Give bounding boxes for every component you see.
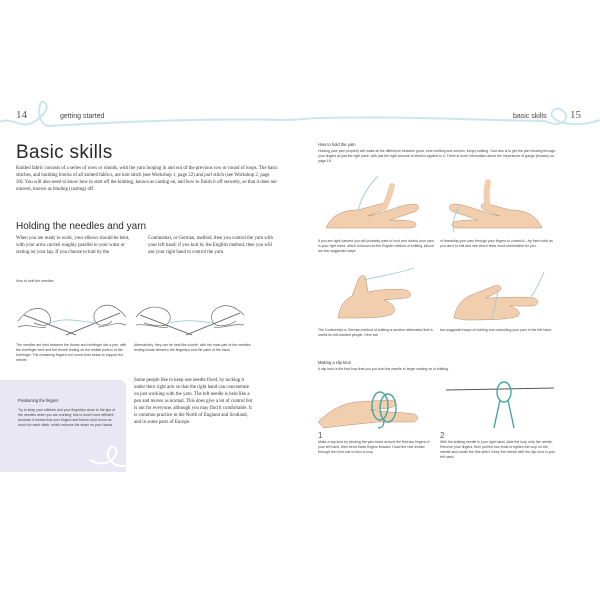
needles-caption-1: The needles are held between the thumb and forefinger like a pen, with the forefinger bent and the thumb resting on the middle portion of the forefinger. The remaining fingers curl round from below to support the needle. (16, 343, 127, 363)
yarn-left-hand-illustration-1 (318, 262, 428, 320)
step-2-text: With the knitting needle in your right hand, slide the loop onto the needle. Remove your fingers, then pull the two ends to tighten the loop on the needle and create the first stitch. Keep the needle with the slip knot in your left hand. (440, 440, 556, 460)
yarn-caption-2: of threading your yarn through your fingers to control it—try them both as you don't to knit and see which feels most comfortable for you. (440, 239, 553, 249)
slip-knot-step-2-illustration (440, 376, 558, 428)
yarn-right-hand-illustration-1 (318, 174, 428, 232)
header-decorative-wave (0, 104, 600, 138)
intro-paragraph: Knitted fabric consists of a series of rows or rounds, with the yarn looping in and out of the previous row or round of loops. The basic stitches, and building blocks of all knitted fabrics, are knit stitch (see Workshop 1, page 22) and purl stitch (see Workshop 2, page 30). You will also need to know how to start off the knitting, known as casting on, and how to finish it off securely, so that it does not unravel, known as binding (casting) off. (16, 166, 278, 192)
yarn-left-hand-illustration-2 (440, 262, 550, 320)
tip-heading: Positioning the fingers (18, 398, 59, 403)
hold-yarn-body: Holding your yarn properly will make all the difference between good, even knitting and uneven, lumpy knitting. Your aim is to get the yarn flowing through your fingers at just the right pace, with just the right amount of tension applied to it. There is more information about the importance of gauge (tension) on page 18. (318, 149, 556, 164)
needles-knife-grip-illustration (134, 287, 246, 339)
section-heading: Holding the needles and yarn (16, 221, 147, 232)
step-1-text: Make a slip knot by winding the yarn twice around the first two fingers of your left hand, then bend these fingers forward. Draw the rear thread through the front one to form a loop. (318, 440, 430, 455)
yarn-caption-1: If you are right-handed you will probably want to hold and control your yarn in your right hand, which is known as the English method of knitting. Above are two suggested ways (318, 239, 434, 254)
slip-knot-intro: A slip knot is the first loop that you put onto the needle to begin casting on in knitting. (318, 367, 449, 371)
slip-knot-heading: Making a slip knot (318, 360, 351, 365)
slip-knot-step-1-illustration (318, 376, 436, 428)
tip-box-decorative-swirl (90, 440, 130, 476)
left-running-head: getting started (60, 113, 105, 120)
yarn-caption-3: The Continental or German method of knitting is another alternative that is useful for left-handed people. Here are (318, 328, 433, 338)
left-page-number: 14 (16, 109, 27, 121)
yarn-caption-4: two suggested ways of holding and controlling your yarn in the left hand. (440, 328, 552, 332)
hold-yarn-heading: How to hold the yarn (318, 142, 356, 147)
needles-caption-2: Alternatively, they can be held like a knife, with the main part of the needles resting inside between the fingertips and the palm of the hand. (134, 343, 251, 353)
step-1-number: 1 (318, 431, 323, 440)
body-column-1: When you are ready to work, your elbows should be bent, with your arms carried roughly parallel to your waist or resting on your lap. If you choose to knit by the (16, 236, 130, 255)
needles-caption-heading: How to hold the needles (16, 279, 54, 283)
body-column-2-continued: Some people like to keep one needle fixed, by tucking it under their right arm so that the right hand can concentrate on just working with the yarn. The left needle is held like a pen and moves as normal. This does give a lot of control but is not for everyone, although you may find it comfortable. It is common practice in the North of England and Scotland, and in some parts of Europe. (134, 378, 253, 425)
body-column-2: Continental, or German, method, then you control the yarn with your left hand; if you knit by the English method, then you will use your right hand to control the yarn. (148, 236, 273, 255)
page-title: Basic skills (16, 142, 113, 163)
tip-body: Try to keep your stitches and your fingertips close to the tips of the needles when you are working; this is much more efficient, because it means that your fingers and hands don't move as much for each stitch, which reduces the strain on your hands. (18, 408, 115, 428)
yarn-right-hand-illustration-2 (432, 174, 554, 232)
right-page-number: 15 (570, 109, 581, 121)
right-running-head: basic skills (513, 113, 547, 120)
needles-pen-grip-illustration (16, 287, 128, 339)
step-2-number: 2 (440, 431, 445, 440)
